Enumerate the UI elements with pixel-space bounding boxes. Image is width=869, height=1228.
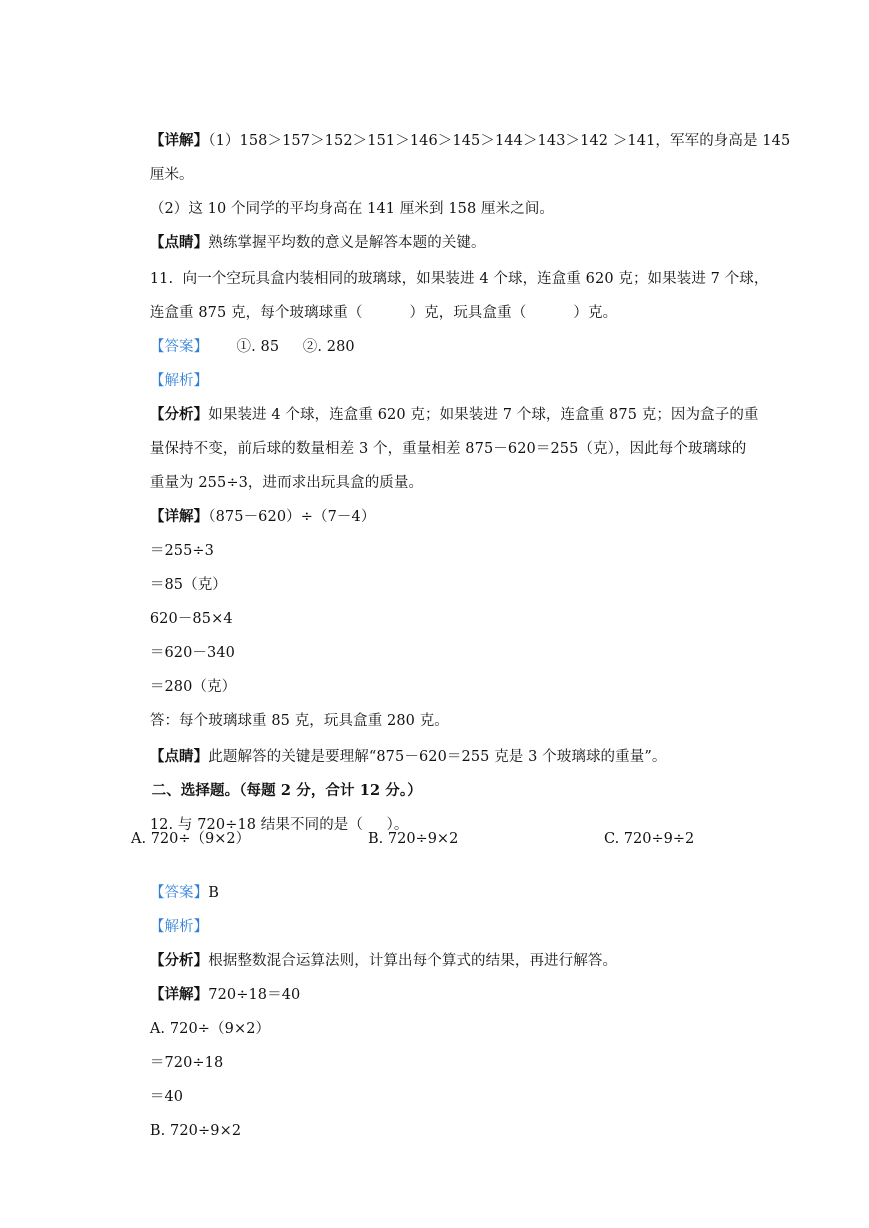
detail-text: （875－620）÷（7－4） <box>208 509 376 525</box>
analysis-label: 【解析】 <box>149 919 209 935</box>
text-segment: 厘米。 <box>149 167 194 183</box>
comment-text: 熟练掌握平均数的意义是解答本题的关键。 <box>208 235 486 251</box>
text-segment: 二、选择题。（每题 2 分，合计 12 分。） <box>151 782 422 799</box>
option-b: B. 720÷9×2 <box>368 831 459 847</box>
comment-text: 此题解答的关键是要理解“875－620＝255 克是 3 个玻璃球的重量”。 <box>208 749 667 765</box>
text-segment: ＝720÷18 <box>149 1055 224 1071</box>
answer-text: ①. 85 ②. 280 <box>208 339 355 355</box>
text-segment: ＝620－340 <box>149 645 235 661</box>
comment-label: 【点睛】 <box>149 234 209 251</box>
analysis-sub-label: 【分析】 <box>149 952 209 969</box>
answer-label: 【答案】 <box>149 339 209 355</box>
text-segment: 量保持不变，前后球的数量相差 3 个，重量相差 875－620＝255（克），因此每个玻璃球的 <box>149 441 747 457</box>
text-segment: 11. 向一个空玩具盒内装相同的玻璃球，如果装进 4 个球，连盒重 620 克；如果装进 7 个球， <box>149 271 769 287</box>
analysis-sub-label: 【分析】 <box>149 406 209 423</box>
text-segment: ＝255÷3 <box>149 543 214 559</box>
analysis-text: 如果装进 4 个球，连盒重 620 克；如果装进 7 个球，连盒重 875 克；因为盒子的重 <box>208 407 759 423</box>
answer-text: B <box>208 885 220 901</box>
answer-label: 【答案】 <box>149 885 209 901</box>
text-segment: 连盒重 875 克，每个玻璃球重（ ）克，玩具盒重（ ）克。 <box>149 305 618 321</box>
detail-label: 【详解】 <box>149 508 209 525</box>
text-segment: （2）这 10 个同学的平均身高在 141 厘米到 158 厘米之间。 <box>149 201 555 217</box>
text-segment: 重量为 255÷3，进而求出玩具盒的质量。 <box>149 475 424 491</box>
analysis-text: 根据整数混合运算法则，计算出每个算式的结果，再进行解答。 <box>208 953 618 969</box>
text-segment: 答：每个玻璃球重 85 克，玩具盒重 280 克。 <box>149 713 449 729</box>
detail-text: 720÷18＝40 <box>208 987 301 1003</box>
text-segment: B. 720÷9×2 <box>149 1123 242 1139</box>
comment-label: 【点睛】 <box>149 748 209 765</box>
text-segment: ＝280（克） <box>149 679 237 695</box>
text-segment: ＝40 <box>149 1089 184 1105</box>
analysis-label: 【解析】 <box>149 373 209 389</box>
option-a: A. 720÷（9×2） <box>131 831 251 847</box>
text-segment: 620－85×4 <box>149 611 233 627</box>
calc-line <box>131 1101 241 1161</box>
text-segment: ＝85（克） <box>149 577 227 593</box>
detail-line-1 <box>131 111 790 171</box>
option-c: C. 720÷9÷2 <box>604 831 695 847</box>
detail-label: 【详解】 <box>149 132 209 149</box>
text-segment: A. 720÷（9×2） <box>149 1021 271 1037</box>
text-segment: 12. 与 720÷18 结果不同的是（ ）。 <box>149 817 409 833</box>
detail-label: 【详解】 <box>149 986 209 1003</box>
detail-text: （1）158＞157＞152＞151＞146＞145＞144＞143＞142 ＞141，军军的身高是 145 <box>208 133 791 149</box>
